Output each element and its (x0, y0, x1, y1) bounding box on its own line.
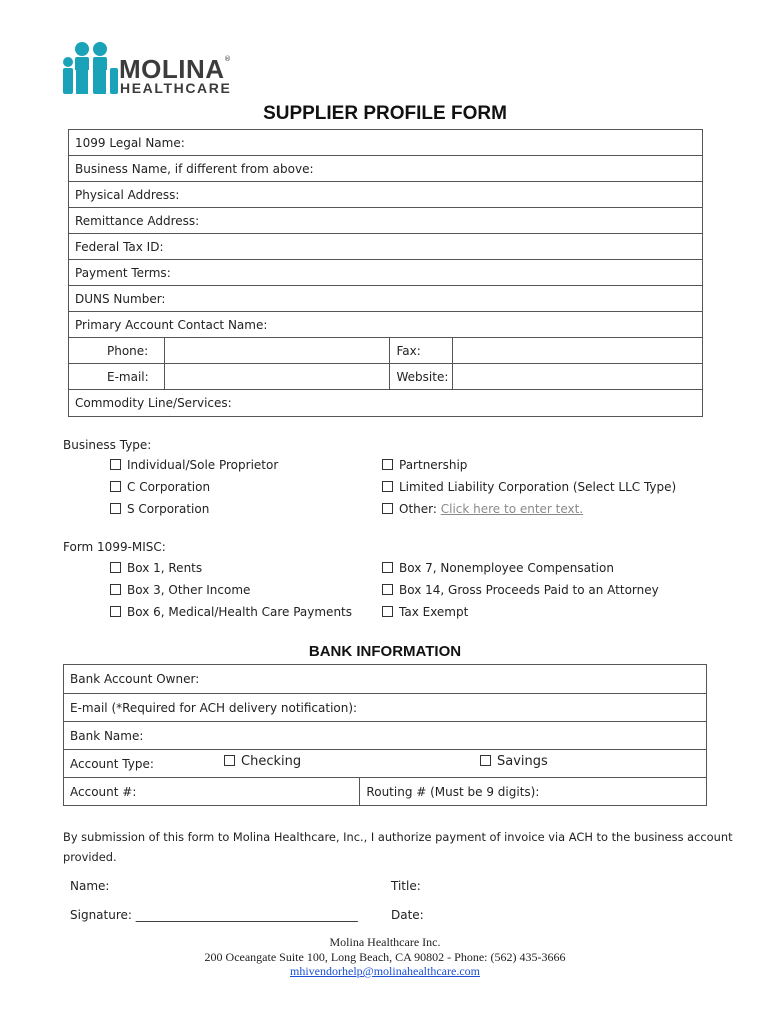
checkbox-icon[interactable] (480, 755, 491, 766)
checkbox-icon[interactable] (382, 562, 393, 573)
account-type-label: Account Type: (70, 756, 154, 771)
signature-line[interactable]: Signature: _____________________________________ (70, 908, 358, 922)
phone-input[interactable] (164, 338, 390, 364)
checkbox-icon[interactable] (224, 755, 235, 766)
federal-tax-id-field[interactable]: Federal Tax ID: (69, 234, 703, 260)
remittance-address-field[interactable]: Remittance Address: (69, 208, 703, 234)
checkbox-icon[interactable] (382, 459, 393, 470)
option-box-6[interactable]: Box 6, Medical/Health Care Payments (110, 605, 352, 619)
checkbox-icon[interactable] (110, 606, 121, 617)
duns-number-field[interactable]: DUNS Number: (69, 286, 703, 312)
option-c-corporation[interactable]: C Corporation (110, 480, 210, 494)
bank-name-field[interactable]: Bank Name: (64, 722, 707, 750)
checkbox-icon[interactable] (382, 606, 393, 617)
primary-contact-field[interactable]: Primary Account Contact Name: (69, 312, 703, 338)
business-type-label: Business Type: (63, 438, 152, 452)
date-label[interactable]: Date: (391, 908, 424, 922)
checkbox-icon[interactable] (110, 459, 121, 470)
fax-input[interactable] (453, 338, 703, 364)
legal-name-field[interactable]: 1099 Legal Name: (69, 130, 703, 156)
account-type-row (64, 750, 707, 778)
option-box-1[interactable]: Box 1, Rents (110, 561, 202, 575)
physical-address-field[interactable]: Physical Address: (69, 182, 703, 208)
bank-section-title: BANK INFORMATION (308, 643, 462, 660)
other-text-input[interactable]: Click here to enter text. (440, 502, 584, 516)
website-label: Website: (390, 364, 453, 390)
page-title: SUPPLIER PROFILE FORM (263, 103, 507, 124)
fax-label: Fax: (390, 338, 453, 364)
logo-registered-mark: ® (224, 55, 231, 63)
checkbox-icon[interactable] (110, 481, 121, 492)
business-name-field[interactable]: Business Name, if different from above: (69, 156, 703, 182)
email-label: E-mail: (69, 364, 165, 390)
checking-option[interactable]: Checking (224, 754, 301, 769)
checkbox-icon[interactable] (382, 584, 393, 595)
option-partnership[interactable]: Partnership (382, 458, 467, 472)
option-box-3[interactable]: Box 3, Other Income (110, 583, 250, 597)
checkbox-icon[interactable] (110, 584, 121, 595)
email-input[interactable] (164, 364, 390, 390)
authorization-text-cont: provided. (63, 850, 117, 864)
checkbox-icon[interactable] (110, 503, 121, 514)
checkbox-icon[interactable] (382, 481, 393, 492)
supplier-profile-table (68, 129, 703, 417)
routing-number-field[interactable]: Routing # (Must be 9 digits): (360, 778, 707, 806)
account-number-field[interactable]: Account #: (64, 778, 360, 806)
footer-email-link[interactable]: mhivendorhelp@molinahealthcare.com (290, 964, 480, 978)
website-input[interactable] (453, 364, 703, 390)
authorization-text: By submission of this form to Molina Healthcare, Inc., I authorize payment of invoice via ACH to the business account (63, 830, 733, 844)
bank-owner-field[interactable]: Bank Account Owner: (64, 665, 707, 694)
savings-option[interactable]: Savings (480, 754, 548, 769)
option-sole-proprietor[interactable]: Individual/Sole Proprietor (110, 458, 278, 472)
option-box-7[interactable]: Box 7, Nonemployee Compensation (382, 561, 614, 575)
bank-info-table (63, 664, 707, 806)
form-1099-label: Form 1099-MISC: (63, 540, 166, 554)
checkbox-icon[interactable] (110, 562, 121, 573)
option-s-corporation[interactable]: S Corporation (110, 502, 209, 516)
logo-wordmark: MOLINA (119, 54, 225, 84)
name-label[interactable]: Name: (70, 879, 110, 893)
commodity-field[interactable]: Commodity Line/Services: (69, 390, 703, 417)
bank-email-field[interactable]: E-mail (*Required for ACH delivery notification): (64, 694, 707, 722)
option-other[interactable]: Other: Click here to enter text. (382, 502, 583, 516)
phone-label: Phone: (69, 338, 165, 364)
option-llc[interactable]: Limited Liability Corporation (Select LLC Type) (382, 480, 676, 494)
title-label[interactable]: Title: (391, 879, 421, 893)
checkbox-icon[interactable] (382, 503, 393, 514)
footer-company: Molina Healthcare Inc. (329, 935, 441, 949)
footer-address: 200 Oceangate Suite 100, Long Beach, CA 90802 - Phone: (562) 435-3666 (204, 950, 566, 964)
option-tax-exempt[interactable]: Tax Exempt (382, 605, 468, 619)
payment-terms-field[interactable]: Payment Terms: (69, 260, 703, 286)
logo-subtitle: HEALTHCARE (120, 80, 232, 96)
option-box-14[interactable]: Box 14, Gross Proceeds Paid to an Attorney (382, 583, 659, 597)
